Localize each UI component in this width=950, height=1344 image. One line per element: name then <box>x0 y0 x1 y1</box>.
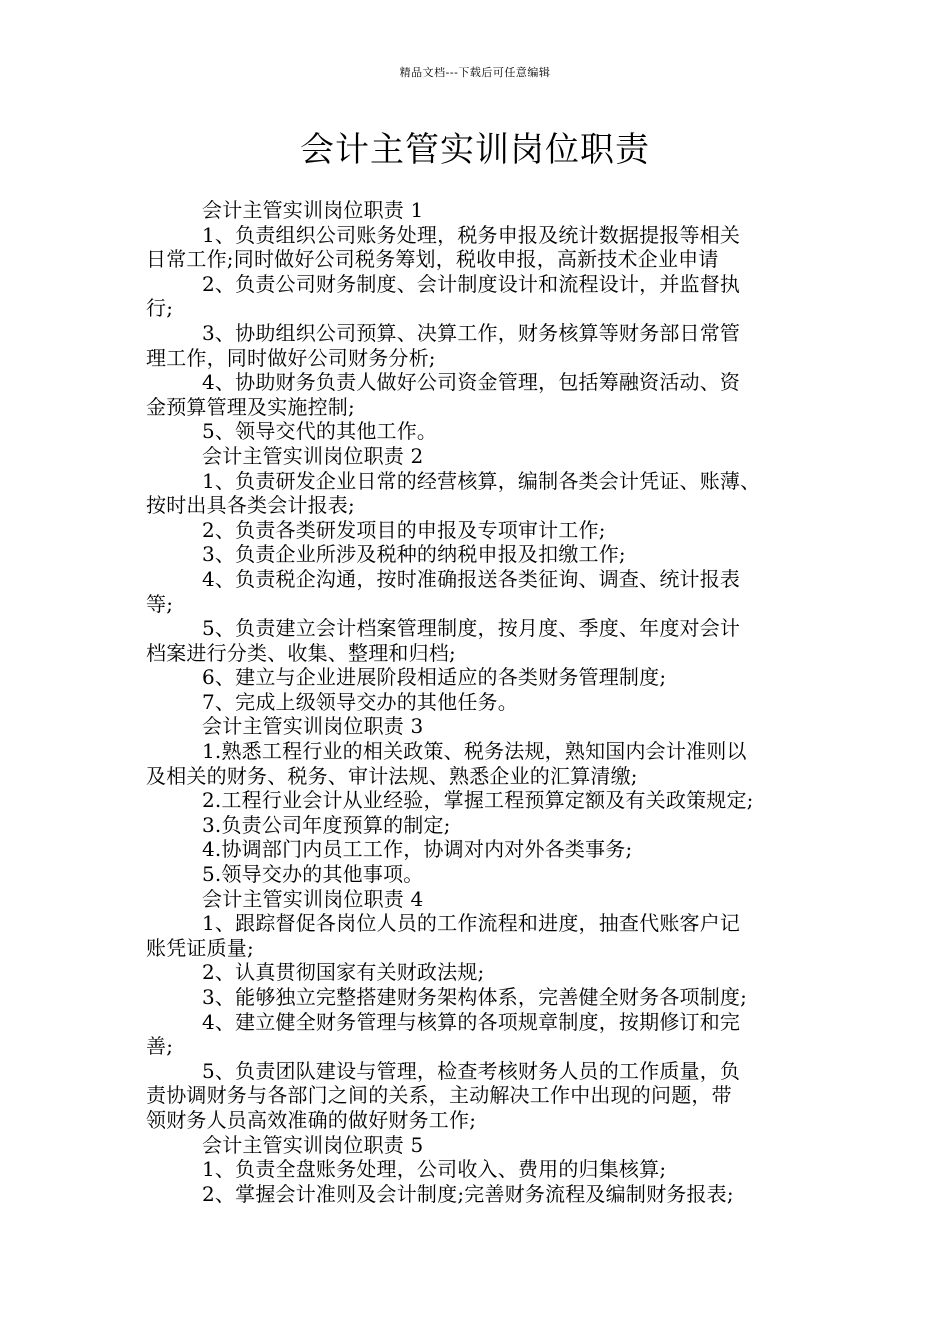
paragraph-line: 1.熟悉工程行业的相关政策、税务法规，熟知国内会计准则以 <box>202 739 747 764</box>
paragraph-line: 3、负责企业所涉及税种的纳税申报及扣缴工作; <box>202 542 626 567</box>
paragraph-line: 5、负责团队建设与管理，检查考核财务人员的工作质量，负 <box>202 1058 741 1083</box>
paragraph-line: 1、负责全盘账务处理，公司收入、费用的归集核算; <box>202 1157 667 1182</box>
document-body <box>146 198 826 1206</box>
paragraph-line: 7、完成上级领导交办的其他任务。 <box>202 689 518 714</box>
paragraph-line: 4、建立健全财务管理与核算的各项规章制度，按期修订和完 <box>202 1009 741 1034</box>
paragraph-line: 善; <box>146 1034 174 1059</box>
paragraph-line: 4.协调部门内员工工作，协调对内对外各类事务; <box>202 837 633 862</box>
paragraph-line: 1、负责组织公司账务处理，税务申报及统计数据提报等相关 <box>202 222 741 247</box>
paragraph-line: 5.领导交办的其他事项。 <box>202 862 424 887</box>
paragraph-line: 理工作，同时做好公司财务分析; <box>146 345 436 370</box>
paragraph-line: 6、建立与企业进展阶段相适应的各类财务管理制度; <box>202 665 667 690</box>
paragraph-line: 2、掌握会计准则及会计制度;完善财务流程及编制财务报表; <box>202 1181 734 1206</box>
paragraph-line: 及相关的财务、税务、审计法规、熟悉企业的汇算清缴; <box>146 763 638 788</box>
paragraph-line: 行; <box>146 296 174 321</box>
paragraph-line: 责协调财务与各部门之间的关系，主动解决工作中出现的问题，带 <box>146 1083 732 1108</box>
paragraph-line: 3.负责公司年度预算的制定; <box>202 812 451 837</box>
paragraph-line: 2、负责公司财务制度、会计制度设计和流程设计，并监督执 <box>202 271 741 296</box>
paragraph-line: 1、负责研发企业日常的经营核算，编制各类会计凭证、账薄、 <box>202 468 761 493</box>
paragraph-line: 领财务人员高效准确的做好财务工作; <box>146 1107 477 1132</box>
paragraph-line: 4、协助财务负责人做好公司资金管理，包括筹融资活动、资 <box>202 370 741 395</box>
paragraph-line: 按时出具各类会计报表; <box>146 493 355 518</box>
paragraph-line: 日常工作;同时做好公司税务筹划，税收申报，高新技术企业申请 <box>146 247 719 272</box>
paragraph-line: 4、负责税企沟通，按时准确报送各类征询、调查、统计报表 <box>202 566 741 591</box>
paragraph-line: 3、能够独立完整搭建财务架构体系，完善健全财务各项制度; <box>202 985 748 1009</box>
paragraph-line: 金预算管理及实施控制; <box>146 394 355 419</box>
paragraph-line: 5、领导交代的其他工作。 <box>202 419 438 444</box>
section-heading: 会计主管实训岗位职责 1 <box>202 198 424 222</box>
section-heading: 会计主管实训岗位职责 3 <box>202 714 424 739</box>
paragraph-line: 账凭证质量; <box>146 935 254 960</box>
section-heading: 会计主管实训岗位职责 5 <box>202 1132 424 1157</box>
paragraph-line: 2、认真贯彻国家有关财政法规; <box>202 960 485 985</box>
paragraph-line: 5、负责建立会计档案管理制度，按月度、季度、年度对会计 <box>202 616 741 641</box>
header-note: 精品文档---下载后可任意编辑 <box>399 66 551 79</box>
section-heading: 会计主管实训岗位职责 2 <box>202 443 424 468</box>
paragraph-line: 3、协助组织公司预算、决算工作，财务核算等财务部日常管 <box>202 320 741 345</box>
document-title: 会计主管实训岗位职责 <box>300 130 650 170</box>
section-heading: 会计主管实训岗位职责 4 <box>202 886 424 911</box>
paragraph-line: 2.工程行业会计从业经验，掌握工程预算定额及有关政策规定; <box>202 788 754 813</box>
paragraph-line: 档案进行分类、收集、整理和归档; <box>146 640 456 665</box>
paragraph-line: 等; <box>146 591 174 616</box>
paragraph-line: 1、跟踪督促各岗位人员的工作流程和进度，抽查代账客户记 <box>202 911 741 936</box>
paragraph-line: 2、负责各类研发项目的申报及专项审计工作; <box>202 517 606 542</box>
